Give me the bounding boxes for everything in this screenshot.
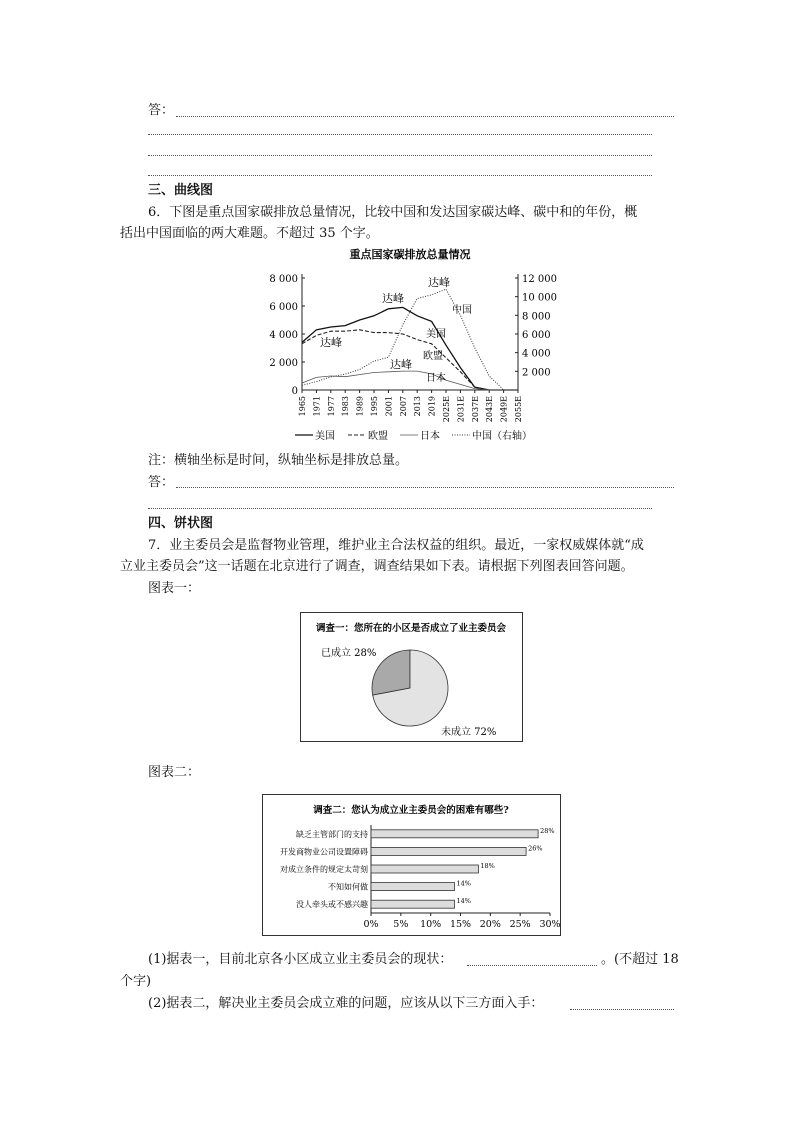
answer-label: 答： — [148, 103, 175, 118]
bar-value-label: 14% — [456, 879, 471, 888]
annotation-label: 欧盟 — [423, 351, 443, 362]
x-tick-label: 2049E — [499, 396, 509, 423]
x-tick-label: 2055E — [514, 396, 523, 423]
figure-label: 图表一： — [148, 581, 201, 596]
sub-question-1: (1)据表一，目前北京各小区成立业主委员会的现状： — [148, 952, 453, 967]
answer-line[interactable] — [148, 175, 652, 176]
x-tick-label: 25% — [509, 919, 531, 930]
bar-0 — [371, 830, 538, 838]
sub-question-1-cont: 个字) — [120, 974, 152, 989]
section-heading: 三、曲线图 — [148, 183, 214, 198]
legend-label: 日本 — [420, 431, 440, 442]
question-text: 7．业主委员会是监督物业管理，维护业主合法权益的组织。最近，一家权威媒体就“成 — [148, 538, 644, 553]
legend-label: 美国 — [315, 431, 335, 442]
x-tick-label: 20% — [479, 919, 501, 930]
sub-question-1-tail: 。(不超过 18 — [601, 952, 679, 967]
answer-blank[interactable] — [570, 1009, 674, 1010]
left-tick-label: 6 000 — [269, 302, 298, 313]
x-tick-label: 1965 — [298, 396, 307, 417]
x-tick-label: 15% — [449, 919, 472, 930]
left-tick-label: 8 000 — [269, 274, 298, 285]
category-label: 开发商物业公司设置障碍 — [280, 847, 368, 857]
annotation-peak: 达峰 — [382, 292, 404, 305]
x-tick-label: 2019 — [427, 396, 437, 417]
x-tick-label: 2037E — [470, 396, 480, 423]
answer-line[interactable] — [176, 116, 674, 117]
x-tick-label: 2043E — [485, 396, 495, 423]
legend-label: 中国（右轴） — [472, 431, 532, 442]
x-tick-label: 2031E — [456, 396, 466, 423]
answer-line[interactable] — [148, 134, 652, 135]
series-line-2 — [302, 371, 518, 390]
pie-label: 已成立 28% — [321, 648, 377, 659]
bar-2 — [371, 865, 478, 873]
answer-line[interactable] — [148, 155, 652, 156]
figure-label: 图表二： — [148, 765, 201, 780]
chart-title: 重点国家碳排放总量情况 — [349, 248, 471, 261]
x-tick-label: 1989 — [355, 396, 365, 417]
chart-note: 注：横轴坐标是时间，纵轴坐标是排放总量。 — [148, 453, 409, 468]
pie-label: 未成立 72% — [441, 727, 497, 738]
x-tick-label: 2025E — [442, 396, 451, 423]
chart-title: 调查二：您认为成立业主委员会的困难有哪些? — [313, 805, 509, 816]
x-tick-label: 2007 — [398, 396, 408, 417]
annotation-peak: 达峰 — [320, 336, 342, 349]
x-tick-label: 2013 — [413, 396, 423, 417]
legend-label: 欧盟 — [368, 431, 388, 442]
bar-3 — [371, 883, 455, 891]
chart-title: 调查一：您所在的小区是否成立了业主委员会 — [315, 623, 507, 634]
pie-chart-box — [300, 612, 523, 742]
right-tick-label: 2 000 — [522, 367, 551, 379]
annotation-label: 中国 — [452, 305, 472, 316]
question-text: 括出中国面临的两大难题。不超过 35 个字。 — [120, 226, 379, 241]
x-tick-label: 1977 — [326, 396, 336, 417]
x-tick-label: 0% — [363, 919, 379, 930]
right-tick-label: 6 000 — [522, 330, 551, 341]
annotation-peak: 达峰 — [390, 358, 412, 371]
category-label: 缺乏主管部门的支持 — [296, 829, 368, 839]
pie-slice-0 — [372, 650, 410, 695]
x-tick-label: 30% — [539, 919, 560, 930]
category-label: 对成立条件的规定太苛刻 — [280, 865, 368, 874]
left-tick-label: 0 — [291, 386, 298, 397]
answer-line[interactable] — [176, 487, 674, 488]
bar-chart-box — [262, 794, 561, 936]
section-heading: 四、饼状图 — [148, 516, 214, 531]
left-tick-label: 2 000 — [269, 358, 298, 369]
left-tick-label: 4 000 — [269, 330, 298, 341]
bar-4 — [371, 900, 455, 908]
x-tick-label: 2001 — [384, 396, 394, 417]
x-tick-label: 10% — [420, 919, 442, 930]
right-tick-label: 4 000 — [522, 348, 551, 360]
right-tick-label: 10 000 — [522, 292, 557, 304]
pie-chart — [301, 613, 522, 741]
x-tick-label: 5% — [393, 919, 409, 930]
bar-value-label: 26% — [528, 844, 543, 853]
answer-line[interactable] — [148, 508, 652, 509]
question-text: 立业主委员会”这一话题在北京进行了调查，调查结果如下表。请根据下列图表回答问题。 — [120, 559, 634, 574]
bar-value-label: 28% — [540, 826, 555, 835]
answer-blank[interactable] — [467, 965, 597, 966]
x-tick-label: 1971 — [312, 396, 322, 417]
bar-value-label: 14% — [456, 897, 471, 906]
x-tick-label: 1983 — [341, 396, 351, 417]
annotation-peak: 达峰 — [428, 276, 450, 289]
answer-label: 答： — [148, 475, 175, 490]
emissions-line-chart — [260, 244, 560, 449]
x-tick-label: 1995 — [370, 396, 379, 417]
bar-1 — [371, 847, 526, 855]
right-tick-label: 8 000 — [522, 311, 551, 323]
question-text: 6．下图是重点国家碳排放总量情况，比较中国和发达国家碳达峰、碳中和的年份，概 — [148, 205, 638, 220]
annotation-label: 日本 — [426, 373, 446, 384]
sub-question-2: (2)据表二，解决业主委员会成立难的问题，应该从以下三方面入手： — [148, 996, 544, 1011]
category-label: 没人牵头或不感兴趣 — [296, 900, 368, 910]
category-label: 不知如何做 — [328, 882, 368, 892]
bar-value-label: 18% — [480, 862, 495, 870]
annotation-label: 美国 — [426, 329, 446, 340]
bar-chart — [263, 795, 560, 935]
right-tick-label: 12 000 — [522, 274, 557, 285]
